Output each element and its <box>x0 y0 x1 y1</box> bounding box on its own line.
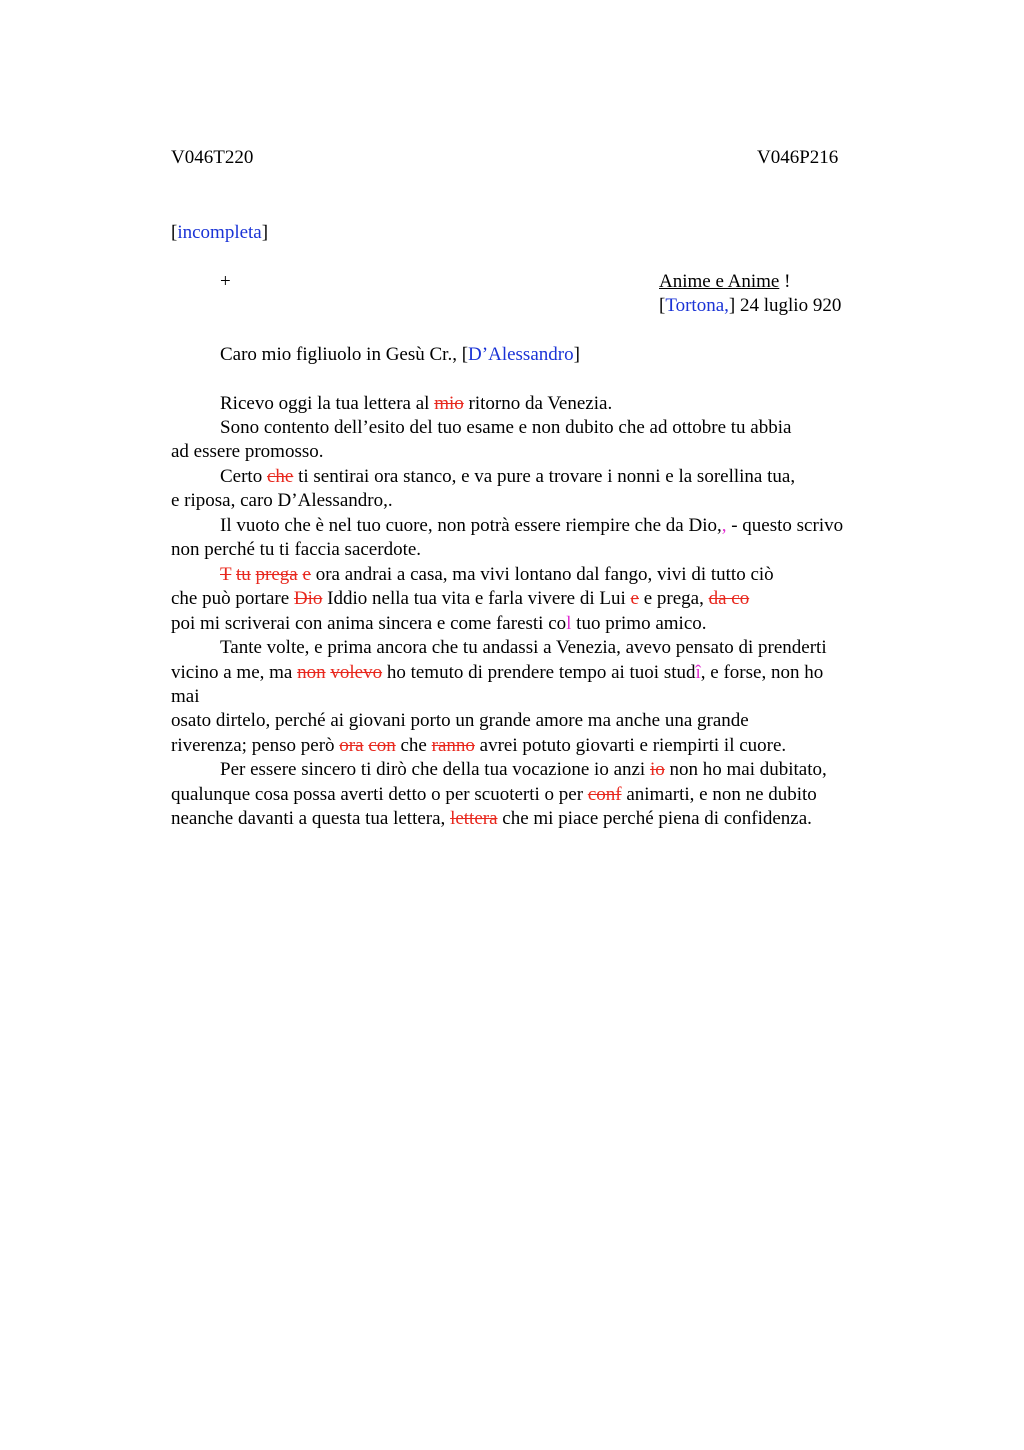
body-line: vicino a me, ma non volevo ho temuto di prendere tempo ai tuoi studî, e forse, non ho <box>171 662 824 683</box>
body-line: riverenza; penso però ora con che ranno avrei potuto giovarti e riempirti il cuore. <box>171 735 787 756</box>
cross-symbol: + <box>220 271 231 292</box>
inserted-mark: î <box>695 662 701 683</box>
body-line: Ricevo oggi la tua lettera al mio ritorno da Venezia. <box>220 393 613 414</box>
deleted-word: T <box>220 564 232 585</box>
deleted-word: tu <box>236 564 251 585</box>
body-line: osato dirtelo, perché ai giovani porto un grande amore ma anche una grande <box>171 710 749 731</box>
deleted-word: non <box>297 662 326 683</box>
deleted-word: ora <box>339 735 364 756</box>
body-line: mai <box>171 686 200 707</box>
body-line: Tante volte, e prima ancora che tu andassi a Venezia, avevo pensato di prenderti <box>220 637 827 658</box>
document-code-left: V046T220 <box>171 147 254 168</box>
deleted-word: io <box>649 759 665 780</box>
status-tag: [incompleta] <box>171 222 269 243</box>
body-line: Per essere sincero ti dirò che della tua vocazione io anzi io non ho mai dubitato, <box>220 759 827 780</box>
body-line: Certo che ti sentirai ora stanco, e va pure a trovare i nonni e la sorellina tua, <box>220 466 796 487</box>
body-line: ad essere promosso. <box>171 441 324 462</box>
place-name: Tortona, <box>665 295 729 316</box>
recipient-name: D’Alessandro <box>468 344 574 365</box>
letter-date: [Tortona,] 24 luglio 920 <box>659 295 842 316</box>
deleted-word: da co <box>708 588 750 609</box>
deleted-word: lettera <box>450 808 498 829</box>
deleted-word: e <box>302 564 311 585</box>
body-line: neanche davanti a questa tua lettera, lettera che mi piace perché piena di confidenza. <box>171 808 812 829</box>
inserted-mark: , <box>721 515 727 536</box>
body-line: poi mi scriverai con anima sincera e come faresti col tuo primo amico. <box>171 613 707 634</box>
deleted-word: con <box>368 735 396 756</box>
deleted-word: Dio <box>293 588 323 609</box>
deleted-word: mio <box>434 393 464 414</box>
body-line: Il vuoto che è nel tuo cuore, non potrà essere riempire che da Dio,, - questo scrivo <box>220 515 844 536</box>
body-line: non perché tu ti faccia sacerdote. <box>171 539 422 560</box>
deleted-word: che <box>266 466 294 487</box>
deleted-word: e <box>630 588 639 609</box>
deleted-word: ranno <box>431 735 475 756</box>
deleted-word: volevo <box>330 662 383 683</box>
salutation: Caro mio figliuolo in Gesù Cr., [D’Alessandro] <box>220 344 580 365</box>
inserted-mark: l <box>566 613 572 634</box>
letter-title: Anime e Anime ! <box>659 271 791 292</box>
body-line: T tu prega e ora andrai a casa, ma vivi lontano dal fango, vivi di tutto ciò <box>220 564 774 585</box>
body-line: e riposa, caro D’Alessandro,. <box>171 490 393 511</box>
deleted-word: prega <box>255 564 298 585</box>
deleted-word: conf <box>587 784 622 805</box>
body-line: che può portare Dio Iddio nella tua vita e farla vivere di Lui e e prega, da co <box>171 588 750 609</box>
body-line: qualunque cosa possa averti detto o per scuoterti o per conf animarti, e non ne dubito <box>171 784 817 805</box>
status-label: incompleta <box>177 222 262 243</box>
document-code-right: V046P216 <box>757 147 839 168</box>
body-line: Sono contento dell’esito del tuo esame e non dubito che ad ottobre tu abbia <box>220 417 792 438</box>
